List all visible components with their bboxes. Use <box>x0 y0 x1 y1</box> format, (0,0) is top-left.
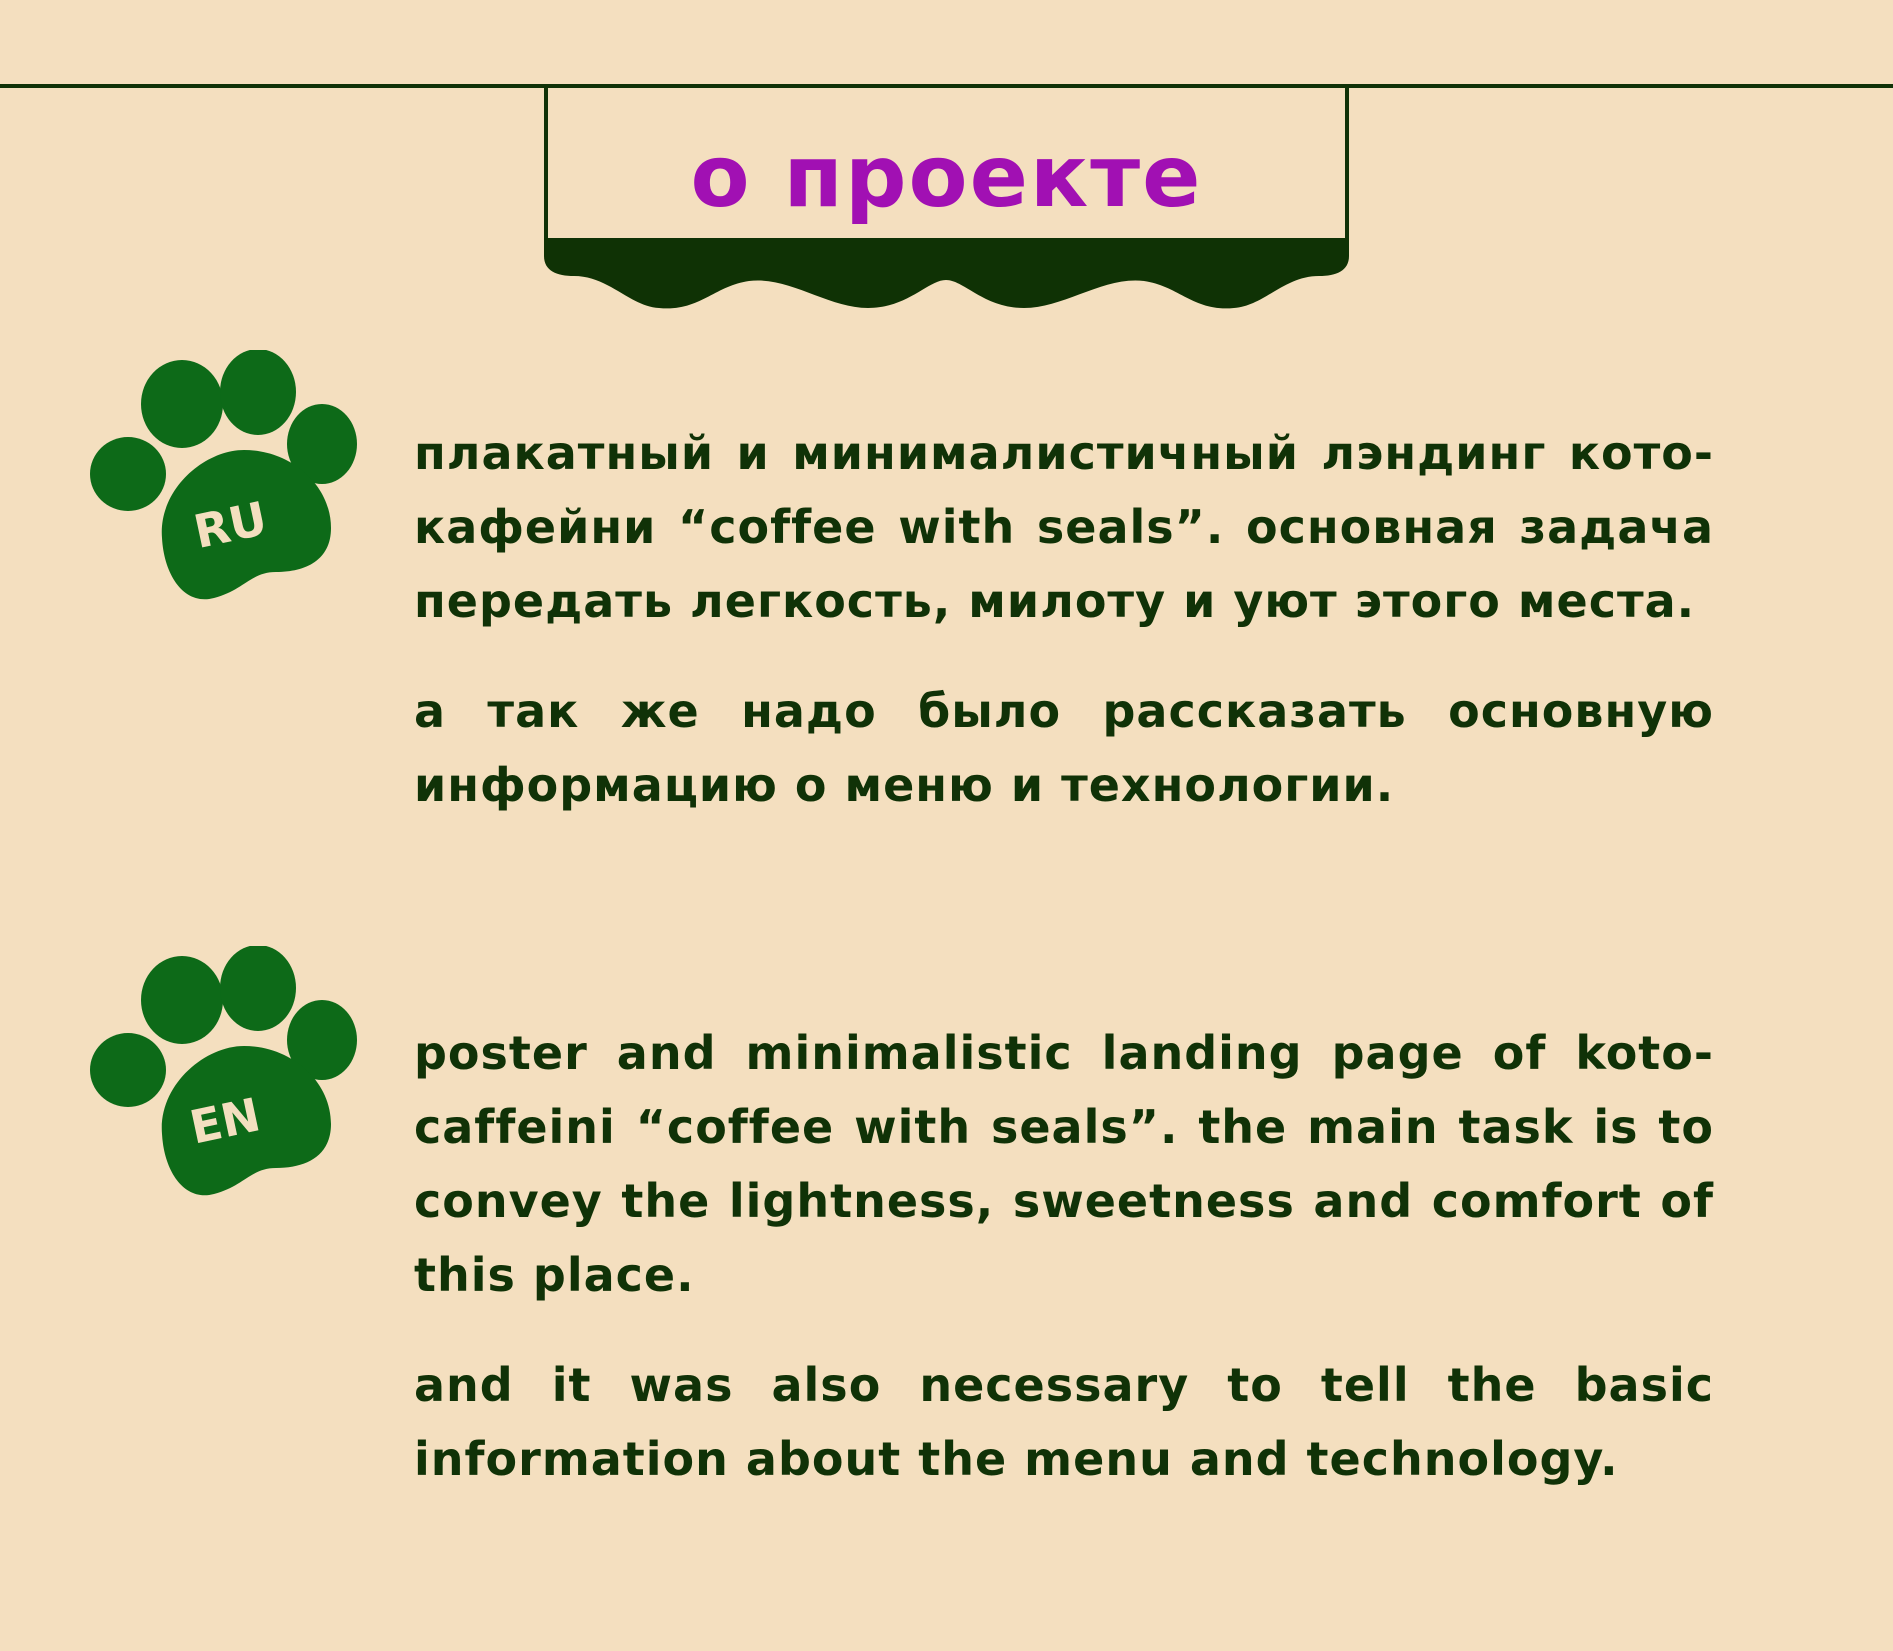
paw-icon <box>86 350 376 610</box>
lang-badge-ru: RU <box>189 491 272 559</box>
section-en <box>414 1016 1714 1532</box>
page-title: о проекте <box>690 127 1203 227</box>
title-banner <box>544 86 1349 316</box>
paw-icon <box>86 946 376 1206</box>
paragraph: плакатный и минималистичный лэндинг кото-кафейни “coffee with seals”. основная задача передать легкость, милоту и уют этого места. <box>414 426 1714 628</box>
paragraph: poster and minimalistic landing page of koto-caffeini “coffee with seals”. the main task is to convey the lightness, sweetness and comfort of this place. <box>414 1026 1714 1302</box>
paragraph: and it was also necessary to tell the basic information about the menu and technology. <box>414 1358 1714 1486</box>
paragraph: а так же надо было рассказать основную информацию о меню и технологии. <box>414 684 1714 812</box>
section-ru <box>414 416 1714 858</box>
lang-badge-en: EN <box>185 1087 265 1155</box>
